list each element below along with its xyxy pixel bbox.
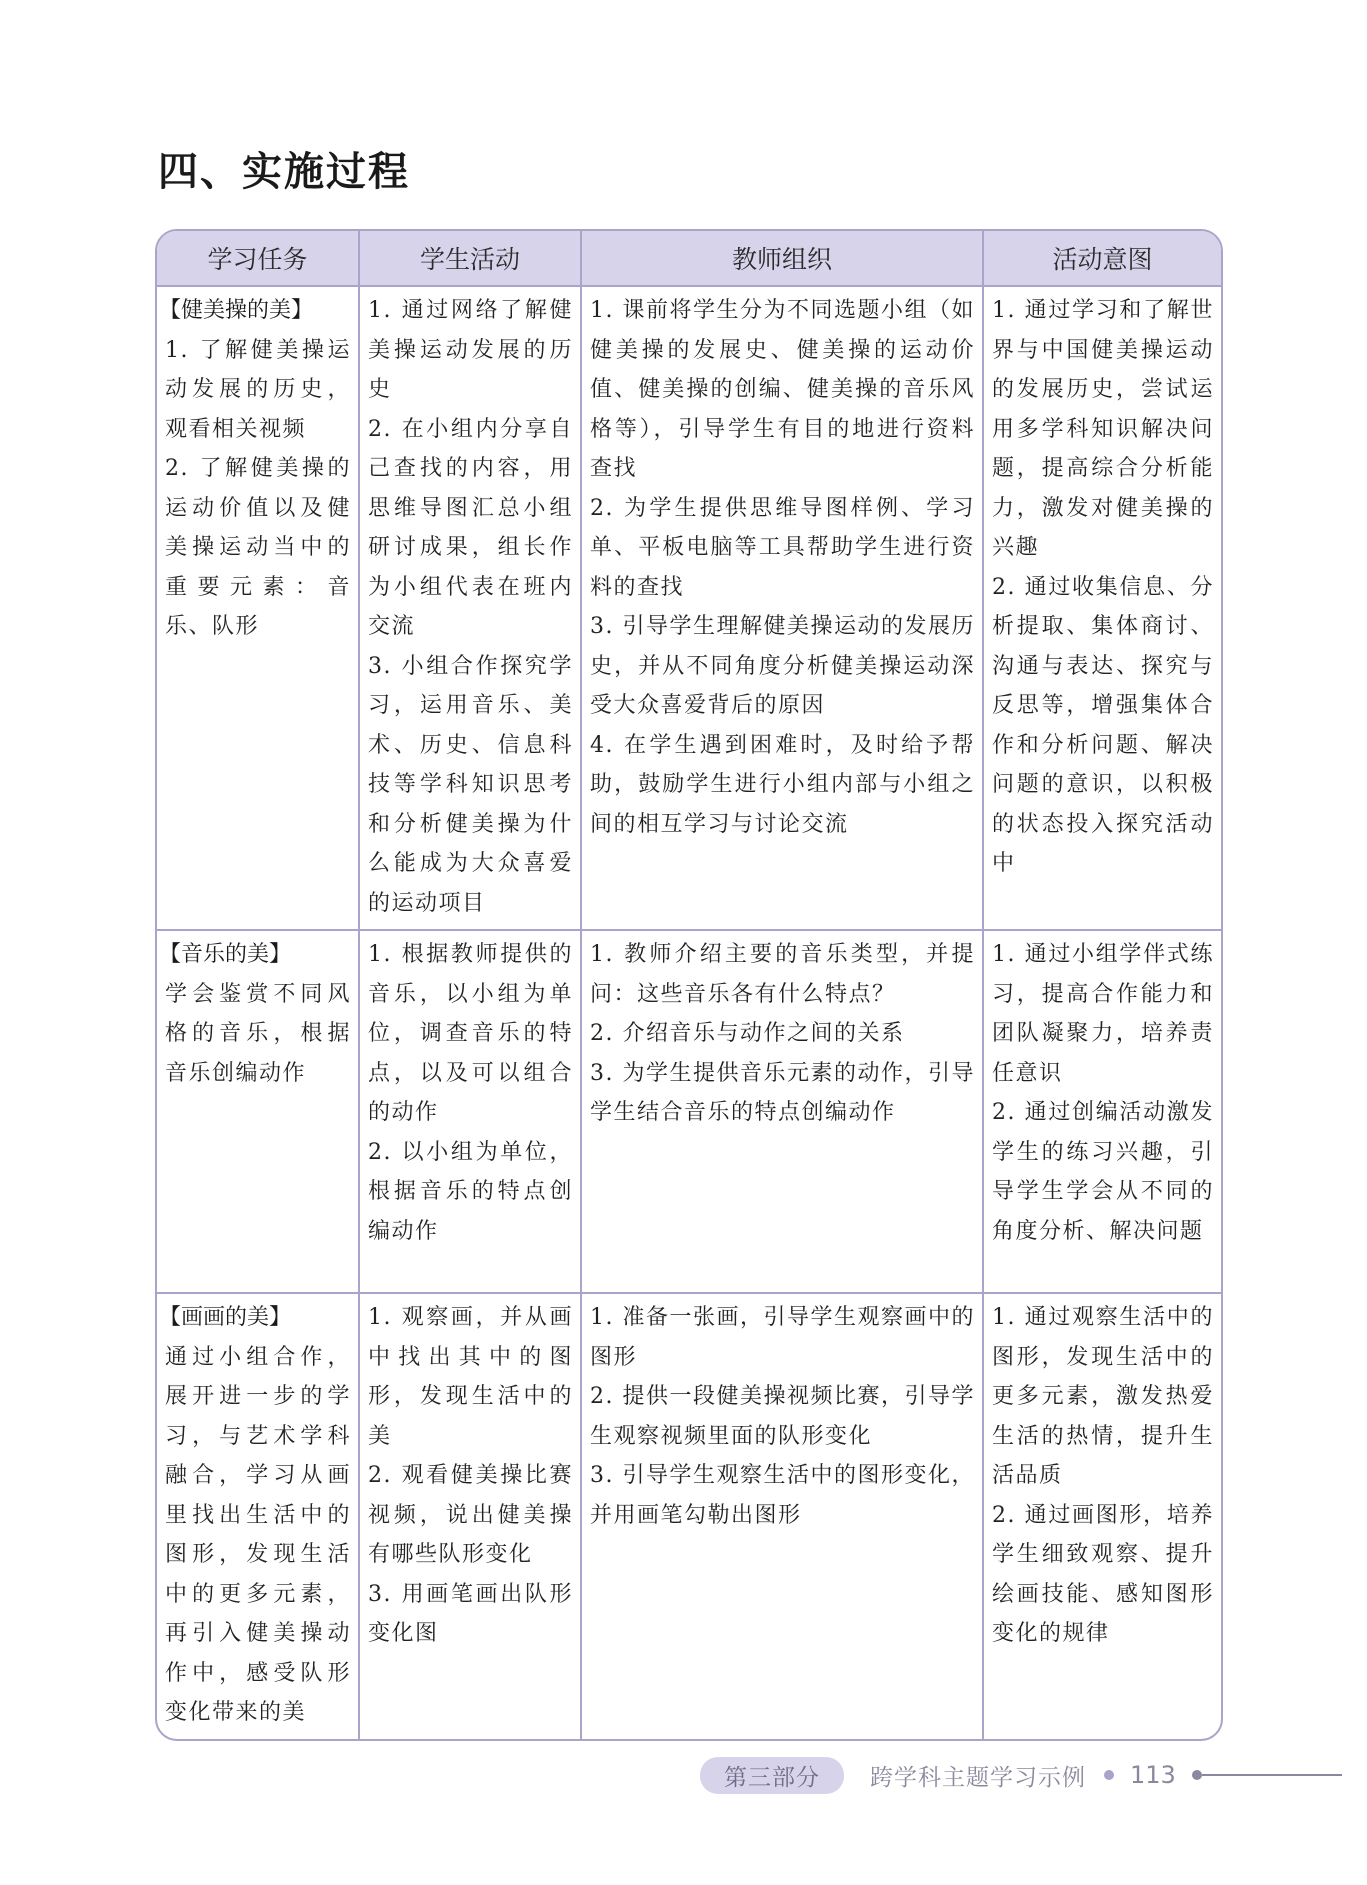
task-tag: 【健美操的美】 <box>159 298 314 323</box>
teacher-cell <box>581 1293 983 1739</box>
intent-cell <box>983 286 1221 930</box>
student-cell <box>359 1293 581 1739</box>
teacher-item: 1. 准备一张画，引导学生观察画中的图形 <box>590 1305 975 1370</box>
task-item: 学会鉴赏不同风格的音乐，根据音乐创编动作 <box>165 981 351 1086</box>
header-student: 学生活动 <box>359 231 581 286</box>
student-item: 1. 根据教师提供的音乐，以小组为单位，调查音乐的特点，以及可以组合的动作 <box>368 942 573 1125</box>
student-item: 1. 观察画，并从画中找出其中的图形，发现生活中的美 <box>368 1305 573 1449</box>
task-item: 1. 了解健美操运动发展的历史，观看相关视频 <box>165 337 351 442</box>
intent-item: 1. 通过小组学伴式练习，提高合作能力和团队凝聚力，培养责任意识 <box>992 942 1214 1086</box>
intent-item: 2. 通过创编活动激发学生的练习兴趣，引导学生学会从不同的角度分析、解决问题 <box>992 1100 1214 1244</box>
student-item: 2. 观看健美操比赛视频，说出健美操有哪些队形变化 <box>368 1463 573 1567</box>
table-header-row <box>157 231 1221 286</box>
student-item: 3. 用画笔画出队形变化图 <box>368 1581 573 1646</box>
task-cell <box>157 1293 359 1739</box>
teacher-item: 3. 引导学生理解健美操运动的发展历史，并从不同角度分析健美操运动深受大众喜爱背后的原因 <box>590 614 975 718</box>
task-cell <box>157 930 359 1293</box>
task-cell <box>157 286 359 930</box>
teacher-cell <box>581 286 983 930</box>
teacher-item: 1. 教师介绍主要的音乐类型，并提问：这些音乐各有什么特点？ <box>590 942 975 1007</box>
footer-dot-icon <box>1192 1770 1202 1780</box>
student-item: 2. 以小组为单位，根据音乐的特点创编动作 <box>368 1139 573 1244</box>
process-table <box>155 229 1223 1741</box>
page-footer <box>700 1755 1342 1795</box>
task-tag: 【画画的美】 <box>159 1305 292 1330</box>
student-cell <box>359 930 581 1293</box>
table-row <box>157 930 1221 1293</box>
student-cell <box>359 286 581 930</box>
footer-title: 跨学科主题学习示例 <box>870 1764 1086 1791</box>
intent-item: 1. 通过观察生活中的图形，发现生活中的更多元素，激发热爱生活的热情，提升生活品质 <box>992 1305 1214 1488</box>
student-item: 2. 在小组内分享自己查找的内容，用思维导图汇总小组研讨成果，组长作为小组代表在班内交流 <box>368 416 573 639</box>
student-item: 1. 通过网络了解健美操运动发展的历史 <box>368 298 573 402</box>
task-item: 2. 了解健美操的运动价值以及健美操运动当中的重要元素：音乐、队形 <box>165 456 351 639</box>
part-badge: 第三部分 <box>700 1757 844 1794</box>
teacher-item: 3. 为学生提供音乐元素的动作，引导学生结合音乐的特点创编动作 <box>590 1060 975 1125</box>
student-item: 3. 小组合作探究学习，运用音乐、美术、历史、信息科技等学科知识思考和分析健美操为什么能成为大众喜爱的运动项目 <box>368 653 573 916</box>
footer-dot-icon <box>1104 1770 1114 1780</box>
header-task: 学习任务 <box>157 231 359 286</box>
table-row <box>157 286 1221 930</box>
table-row <box>157 1293 1221 1739</box>
teacher-item: 3. 引导学生观察生活中的图形变化，并用画笔勾勒出图形 <box>590 1463 975 1528</box>
teacher-item: 4. 在学生遇到困难时，及时给予帮助，鼓励学生进行小组内部与小组之间的相互学习与讨论交流 <box>590 732 975 837</box>
teacher-item: 2. 为学生提供思维导图样例、学习单、平板电脑等工具帮助学生进行资料的查找 <box>590 495 975 600</box>
intent-item: 1. 通过学习和了解世界与中国健美操运动的发展历史，尝试运用多学科知识解决问题，提高综合分析能力，激发对健美操的兴趣 <box>992 298 1214 560</box>
intent-item: 2. 通过画图形，培养学生细致观察、提升绘画技能、感知图形变化的规律 <box>992 1502 1214 1646</box>
teacher-cell <box>581 930 983 1293</box>
header-teacher: 教师组织 <box>581 231 983 286</box>
intent-cell <box>983 1293 1221 1739</box>
task-item: 通过小组合作，展开进一步的学习，与艺术学科融合，学习从画里找出生活中的图形，发现生活中的更多元素，再引入健美操动作中，感受队形变化带来的美 <box>165 1344 351 1725</box>
teacher-item: 1. 课前将学生分为不同选题小组（如健美操的发展史、健美操的运动价值、健美操的创编、健美操的音乐风格等），引导学生有目的地进行资料查找 <box>590 298 975 481</box>
header-intent: 活动意图 <box>983 231 1221 286</box>
teacher-item: 2. 介绍音乐与动作之间的关系 <box>590 1021 905 1046</box>
intent-item: 2. 通过收集信息、分析提取、集体商讨、沟通与表达、探究与反思等，增强集体合作和分析问题、解决问题的意识，以积极的状态投入探究活动中 <box>992 574 1214 876</box>
page-number: 113 <box>1130 1761 1176 1789</box>
section-title: 四、实施过程 <box>158 148 410 195</box>
task-tag: 【音乐的美】 <box>159 942 292 967</box>
footer-rule <box>1202 1774 1342 1776</box>
teacher-item: 2. 提供一段健美操视频比赛，引导学生观察视频里面的队形变化 <box>590 1384 975 1449</box>
intent-cell <box>983 930 1221 1293</box>
